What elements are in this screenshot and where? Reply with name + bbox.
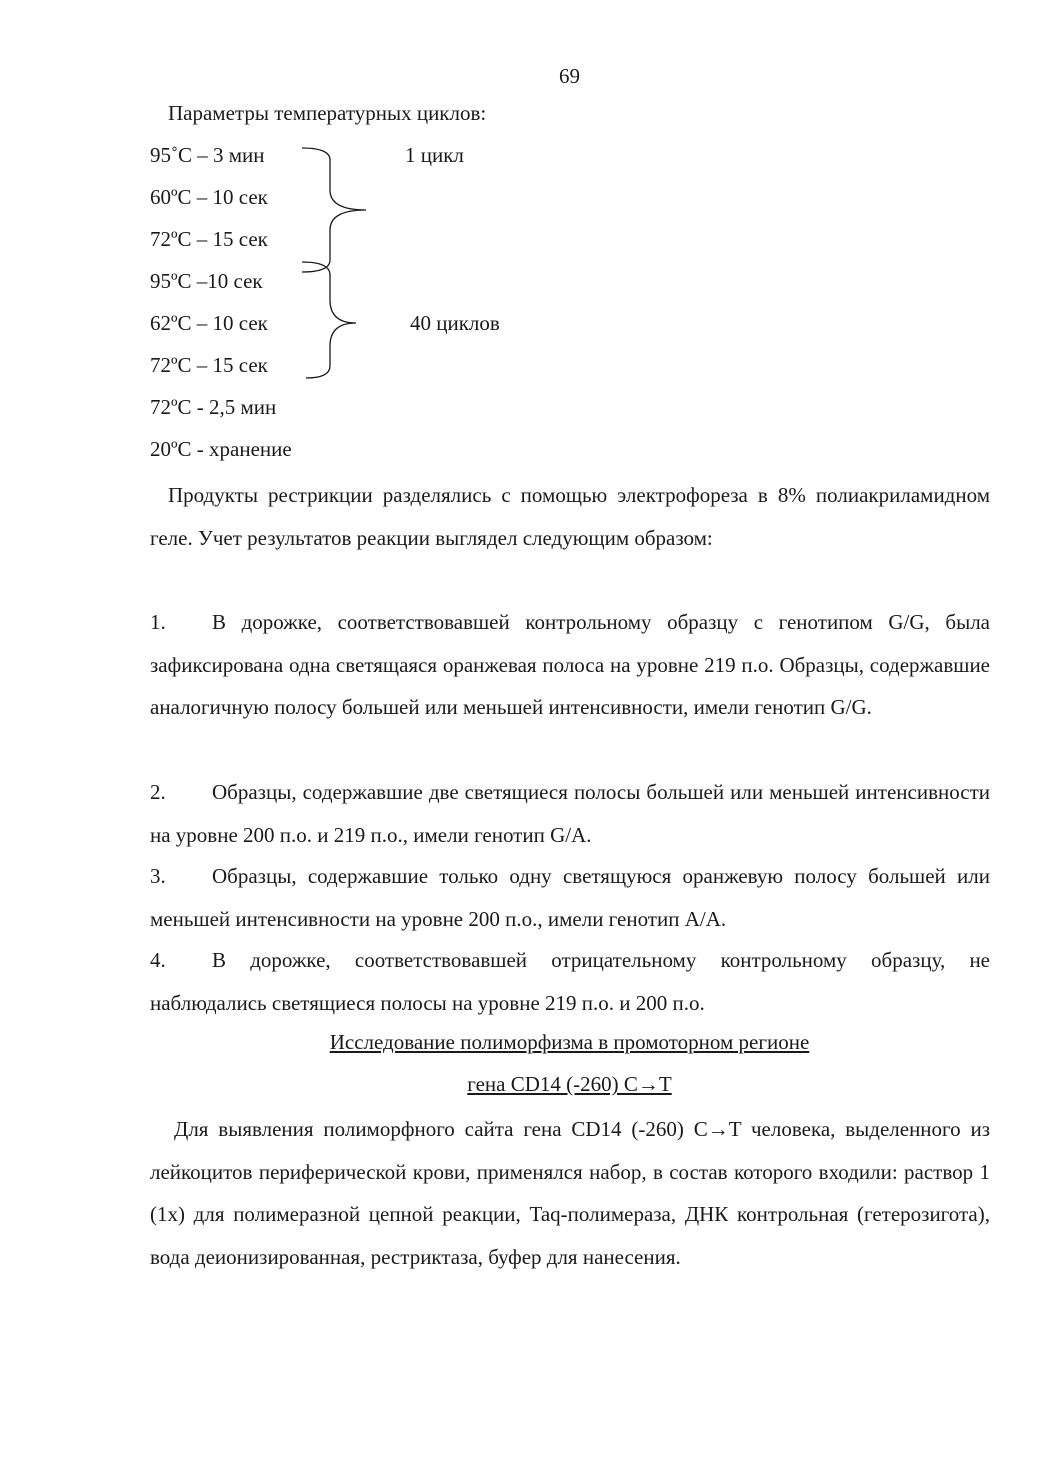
cycle-step: 95˚С – 3 мин (150, 143, 265, 167)
list-item-number: 4. (150, 948, 166, 972)
section-heading-line-1: Исследование полиморфизма в промоторном регионе (329, 1030, 810, 1054)
kit-paragraph: Для выявления полиморфного сайта гена CD14 (-260) C→T человека, выделенного из лейкоцитов периферической крови, применялся набор, в состав которого входили: раствор 1 (1x) для полимеразной цепной реакции, Taq-полимераза, ДНК контрольная (гетерозигота), вода деионизированная, рестриктаза, буфер для нанесения. (150, 1117, 990, 1269)
cycle-step: 72ºС – 15 сек (150, 227, 268, 251)
list-item (150, 601, 990, 729)
list-item-text: Образцы, содержавшие две светящиеся полосы большей или меньшей интенсивности на уровне 200 п.о. и 219 п.о., имели генотип G/A. (150, 780, 990, 847)
list-item (150, 939, 990, 1024)
list-item-number: 2. (150, 780, 166, 804)
cycle-note-second: 40 циклов (410, 311, 500, 335)
cycle-step: 62ºС – 10 сек (150, 311, 268, 335)
page-number: 69 (559, 64, 580, 88)
cycle-step: 72ºС - 2,5 мин (150, 395, 277, 419)
cycles-title: Параметры температурных циклов: (168, 101, 487, 125)
list-item (150, 771, 990, 856)
list-item (150, 855, 990, 940)
list-item-text: В дорожке, соответствовавшей отрицательному контрольному образцу, не наблюдались светящиеся полосы на уровне 219 п.о. и 200 п.о. (150, 948, 990, 1015)
cycle-brace-graphic (300, 140, 380, 390)
cycle-step: 72ºС – 15 сек (150, 353, 268, 377)
cycle-step: 60ºС – 10 сек (150, 185, 268, 209)
electrophoresis-paragraph: Продукты рестрикции разделялись с помощью электрофореза в 8% полиакриламидном геле. Учет результатов реакции выглядел следующим образом: (150, 483, 990, 550)
list-item-text: В дорожке, соответствовавшей контрольному образцу с генотипом G/G, была зафиксирована одна светящаяся оранжевая полоса на уровне 219 п.о. Образцы, содержавшие аналогичную полосу большей или меньшей интенсивности, имели генотип G/G. (150, 610, 990, 719)
section-heading-line-2: гена CD14 (-260) C→T (467, 1072, 672, 1096)
list-item-number: 1. (150, 610, 166, 634)
cycle-note-first: 1 цикл (405, 143, 464, 167)
cycle-step: 20ºС - хранение (150, 437, 292, 461)
list-item-text: Образцы, содержавшие только одну светящуюся оранжевую полосу большей или меньшей интенсивности на уровне 200 п.о., имели генотип A/A. (150, 864, 990, 931)
list-item-number: 3. (150, 864, 166, 888)
cycle-step: 95ºС –10 сек (150, 269, 263, 293)
